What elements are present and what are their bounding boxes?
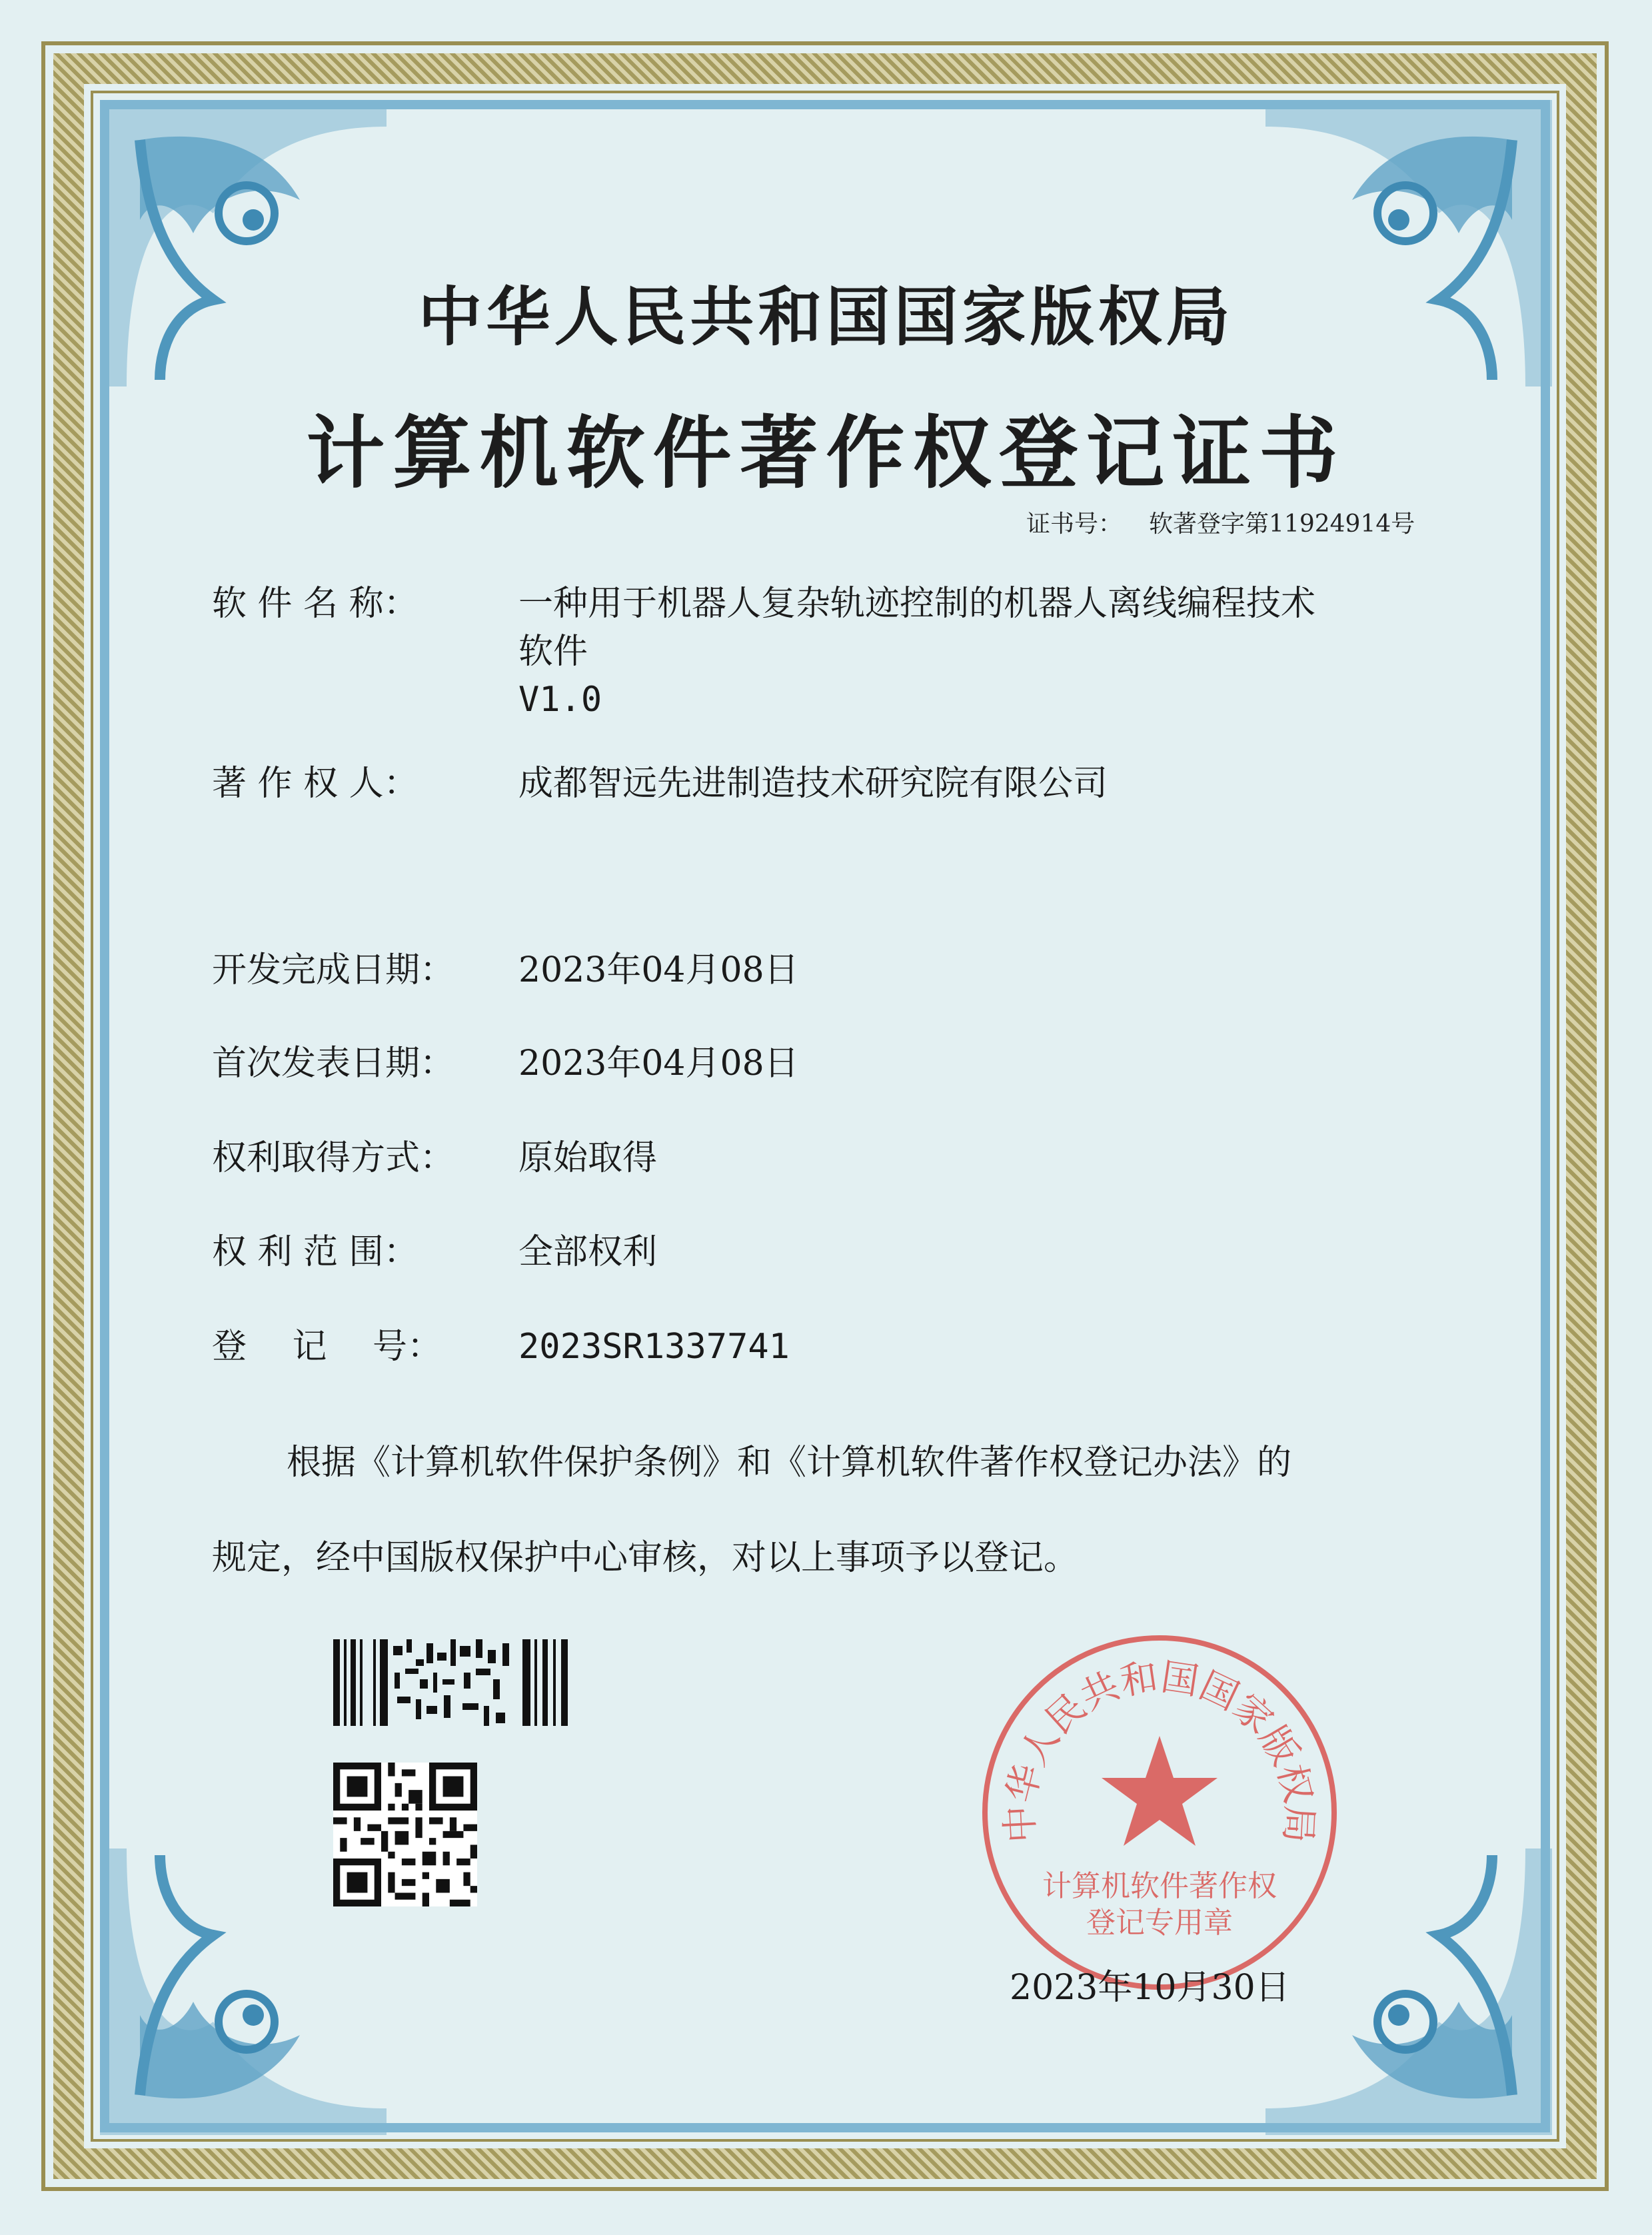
cert-no-value: 软著登字第11924914号 xyxy=(1149,510,1415,538)
official-seal xyxy=(973,1626,1346,1999)
statement-line1: 根据《计算机软件保护条例》和《计算机软件著作权登记办法》的 xyxy=(287,1443,1292,1483)
certificate-number xyxy=(1026,505,1415,539)
dev-date-label: 开发完成日期： xyxy=(212,950,455,990)
owner-value: 成都智远先进制造技术研究院有限公司 xyxy=(518,764,1108,804)
certificate-title: 计算机软件著作权登记证书 xyxy=(306,406,1346,499)
owner-label: 著 作 权 人： xyxy=(212,764,418,804)
field-scope xyxy=(212,1228,657,1276)
statement-line2: 规定，经中国版权保护中心审核，对以上事项予以登记。 xyxy=(212,1538,1079,1578)
qr-code xyxy=(333,1763,477,1906)
software-name-line2: 软件 xyxy=(518,632,588,672)
software-version: V1.0 xyxy=(518,680,602,720)
barcode xyxy=(333,1639,573,1726)
field-dev-date xyxy=(212,946,799,994)
reg-no-value: 2023SR1337741 xyxy=(518,1327,790,1367)
scope-label: 权 利 范 围： xyxy=(212,1232,418,1272)
scope-value: 全部权利 xyxy=(518,1232,658,1272)
pub-date-label: 首次发表日期： xyxy=(212,1044,455,1084)
field-acquisition xyxy=(212,1134,657,1182)
issue-date: 2023年10月30日 xyxy=(1010,1968,1290,2008)
authority-title: 中华人民共和国国家版权局 xyxy=(418,280,1234,355)
seal-inner-line2: 登记专用章 xyxy=(1086,1906,1233,1940)
seal-star-icon xyxy=(1102,1736,1218,1846)
field-software-name xyxy=(212,580,1315,724)
acquisition-label: 权利取得方式： xyxy=(212,1138,455,1178)
seal-inner-line1: 计算机软件著作权 xyxy=(1042,1869,1277,1903)
software-name-label: 软 件 名 称： xyxy=(212,584,418,624)
reg-no-label: 登 记 号： xyxy=(212,1327,442,1367)
software-name-line1: 一种用于机器人复杂轨迹控制的机器人离线编程技术 xyxy=(518,584,1316,624)
pub-date-value: 2023年04月08日 xyxy=(518,1044,799,1084)
field-owner xyxy=(212,760,1108,808)
acquisition-value: 原始取得 xyxy=(518,1138,658,1178)
software-name-value xyxy=(518,580,1315,724)
dev-date-value: 2023年04月08日 xyxy=(518,950,799,990)
seal-ring-text: 中华人民共和国国家版权局 xyxy=(998,1655,1321,1845)
cert-no-label: 证书号： xyxy=(1026,510,1123,538)
field-pub-date xyxy=(212,1040,799,1088)
field-reg-no xyxy=(212,1323,790,1371)
